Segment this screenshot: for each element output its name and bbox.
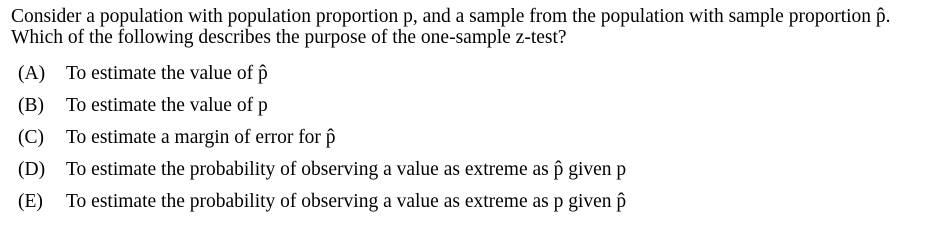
option-d[interactable]: [18, 159, 626, 191]
option-c[interactable]: [18, 127, 626, 159]
option-letter: (B): [18, 95, 44, 116]
question-stem: [11, 6, 941, 48]
option-letter: (E): [18, 191, 43, 212]
option-letter: (C): [18, 127, 44, 148]
option-a[interactable]: [18, 63, 626, 95]
option-b[interactable]: [18, 95, 626, 127]
option-letter: (A): [18, 63, 46, 84]
question-line-2: Which of the following describes the purpose of the one-sample z-test?: [11, 27, 567, 48]
option-e[interactable]: [18, 191, 626, 223]
answer-options: [18, 63, 626, 223]
option-text: To estimate the probability of observing a value as extreme as p given p̂: [66, 191, 627, 212]
option-text: To estimate a margin of error for p̂: [66, 127, 336, 148]
option-text: To estimate the probability of observing a value as extreme as p̂ given p: [66, 159, 627, 180]
option-letter: (D): [18, 159, 46, 180]
option-text: To estimate the value of p̂: [66, 63, 268, 84]
question-line-1: Consider a population with population proportion p, and a sample from the population with sample proportion p̂.: [11, 6, 891, 27]
option-text: To estimate the value of p: [66, 95, 268, 116]
